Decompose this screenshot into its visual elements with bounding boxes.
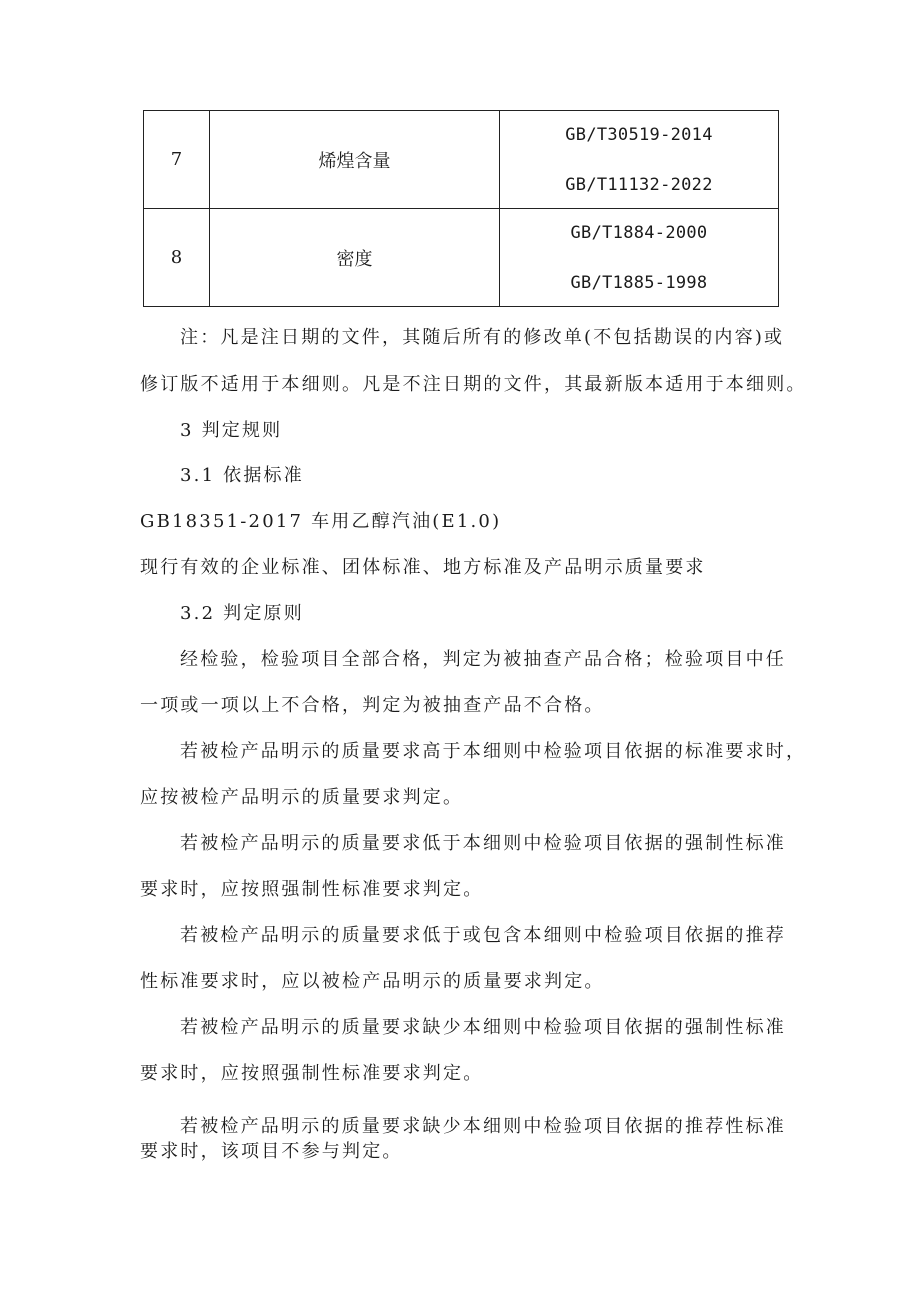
note-line-2: 修订版不适用于本细则。凡是不注日期的文件，其最新版本适用于本细则。 [140, 374, 807, 395]
para-1-line-2: 一项或一项以上不合格，判定为被抽查产品不合格。 [140, 695, 605, 716]
standard-code: GB/T1884-2000 [570, 222, 708, 243]
standards-table [143, 110, 779, 307]
standard-code: GB/T1885-1998 [570, 272, 708, 293]
row-item: 烯煌含量 [210, 111, 500, 209]
standard-code: GB/T11132-2022 [565, 174, 713, 195]
row-number: 7 [144, 111, 210, 209]
row-standards [500, 111, 779, 209]
standard-code: GB/T30519-2014 [565, 124, 713, 145]
row-item: 密度 [210, 209, 500, 307]
table-row [144, 111, 779, 209]
section-3-heading: 3 判定规则 [180, 420, 283, 441]
para-3-line-2: 要求时，应按照强制性标准要求判定。 [140, 879, 484, 900]
section-3-2-heading: 3.2 判定原则 [180, 603, 304, 624]
basis-text: 现行有效的企业标准、团体标准、地方标准及产品明示质量要求 [140, 557, 706, 578]
basis-standard: GB18351-2017 车用乙醇汽油(E1.0) [140, 511, 502, 532]
table-row [144, 209, 779, 307]
para-4-line-1: 若被检产品明示的质量要求低于或包含本细则中检验项目依据的推荐 [180, 925, 786, 946]
para-2-line-2: 应按被检产品明示的质量要求判定。 [140, 787, 464, 808]
para-5-line-2: 要求时，应按照强制性标准要求判定。 [140, 1063, 484, 1084]
para-6-line-2: 要求时，该项目不参与判定。 [140, 1141, 403, 1162]
para-4-line-2: 性标准要求时，应以被检产品明示的质量要求判定。 [140, 971, 605, 992]
para-1-line-1: 经检验，检验项目全部合格，判定为被抽查产品合格；检验项目中任 [180, 649, 786, 670]
para-2-line-1: 若被检产品明示的质量要求高于本细则中检验项目依据的标准要求时， [180, 741, 807, 762]
row-standards [500, 209, 779, 307]
para-5-line-1: 若被检产品明示的质量要求缺少本细则中检验项目依据的强制性标准 [180, 1017, 786, 1038]
para-6-line-1: 若被检产品明示的质量要求缺少本细则中检验项目依据的推荐性标准 [180, 1116, 786, 1137]
section-3-1-heading: 3.1 依据标准 [180, 465, 304, 486]
note-line-1: 注：凡是注日期的文件，其随后所有的修改单(不包括勘误的内容)或 [180, 327, 785, 348]
row-number: 8 [144, 209, 210, 307]
para-3-line-1: 若被检产品明示的质量要求低于本细则中检验项目依据的强制性标准 [180, 833, 786, 854]
